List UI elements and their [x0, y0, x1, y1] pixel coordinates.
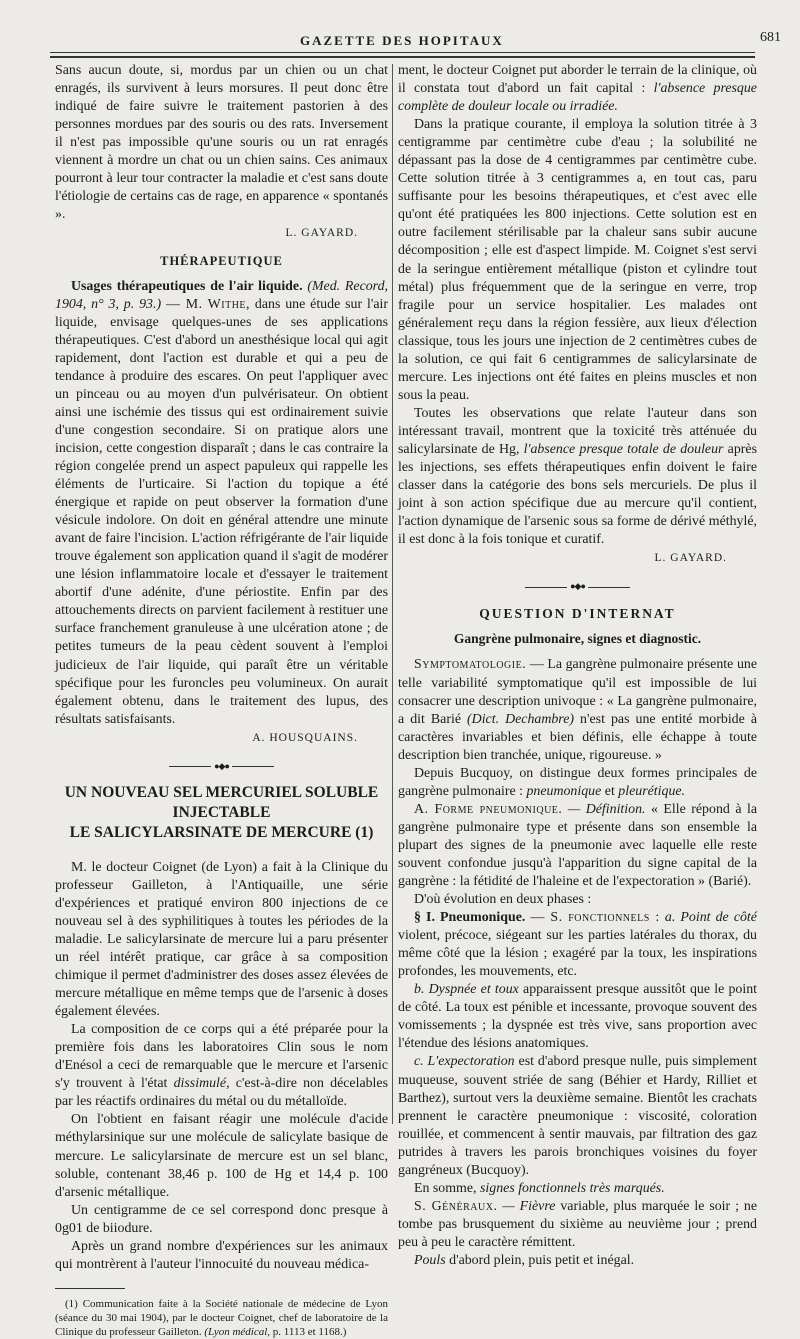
emphasis: — Fièvre	[502, 1198, 556, 1214]
article-paragraph	[398, 405, 757, 549]
general-signs-paragraph	[398, 1198, 757, 1252]
text-run: n'est pas une entité morbide à caractères invariables et bien définis, elle échappe à toute description bien tranchée, unique, rigoureuse. »	[398, 711, 757, 763]
emphasis: c. L'expectoration	[414, 1054, 515, 1070]
text-run: c'est-à-dire non décelables par les réactifs ordinaires du métal ou du métalloïde.	[55, 1076, 388, 1110]
question-subtitle: Gangrène pulmonaire, signes et diagnostic.	[453, 631, 702, 647]
label: Symptomatologie.	[414, 657, 527, 673]
left-column	[55, 62, 388, 1339]
label: § I. Pneumonique.	[414, 910, 526, 926]
text-run: La composition de ce corps qui a été préparée pour la première fois dans les laboratoires Clin sous le nom d'Enésol a ceci de remarquable que le mercure et l'arsenic s'y trouvent à l'état	[55, 1022, 388, 1092]
article-paragraph: M. le docteur Coignet (de Lyon) a fait à la Clinique du professeur Gailleton, à l'Antiquaille, une série d'expériences et pratiqué environ 800 injections de ce nouveau sel à des syphilitiques à toutes les périodes de la maladie. Le salicylarsinate de mercure lui a paru présenter un réel intérêt pratique, car grâce à sa composition chimique il permet d'administrer des doses assez élevées de mercure métallique en même temps que de l'arsenic à doses également élevées.	[55, 859, 388, 1020]
right-column	[398, 62, 757, 1270]
page-number: 681	[760, 30, 781, 45]
pneumonic-form-paragraph	[398, 801, 757, 891]
emphasis: l'absence presque complète de douleur locale ou irradiée.	[398, 81, 757, 115]
separator-ornament: ●◆●	[398, 577, 757, 595]
header-rule	[50, 52, 755, 53]
label: S. Généraux.	[414, 1198, 498, 1214]
text-run: « Elle répond à la gangrène pulmonaire type et présente dans son ensemble la plupart des signes de la pneumonie avec laquelle elle reste souvent confondue jusqu'à l'apparition du signe capital de la gangrène : la fétidité de l'haleine et de l'expectoration » (Barié).	[398, 801, 757, 890]
emphasis: l'absence presque totale de douleur	[523, 441, 724, 457]
symptom-paragraph	[398, 1053, 757, 1179]
symptomatology-paragraph	[398, 656, 757, 764]
running-title: GAZETTE DES HOPITAUX	[300, 33, 504, 48]
forms-paragraph	[398, 765, 757, 801]
intro-paragraph: Sans aucun doute, si, mordus par un chien ou un chat enragés, ils survivent à leurs morsures. Il peut donc être indiqué de faire suivre le traitement pastorien à des personnes mordues par des souris ou des rats. Inversement il n'est pas impossible qu'une souris ou un rat enragés viennent à mordre un chat ou un chien sains. Ces animaux pourront à leur tour contracter la maladie et c'est sans doute l'étiologie de certains cas de rage, en apparence « spontanés ».	[55, 63, 388, 223]
article-title-line: LE SALICYLARSINATE DE MERCURE (1)	[69, 823, 374, 841]
article-paragraph: Dans la pratique courante, il employa la solution titrée à 3 centigramme par centimètre cube d'eau ; la solubilité ne dépassant pas la dose de 4 centigrammes par centimètre cube. Cette solution titrée à 3 centigrammes a, en tout cas, paru suffisante pour les besoins thérapeutiques, et c'est avec elle qu'ont été pratiquées les 800 injections. Cette solution est en outre facilement stérilisable par la chaleur sans subir aucune décomposition ; elle est d'aspect limpide. M. Coignet s'est servi de la seringue entièrement métallique (piston et cylindre tout métal) plus fréquemment que de la seringue en verre, trop fragile pour un service hospitalier. Les malades ont généralement reçu dans la région fessière, aux lieux d'élection classique, tous les jours une injection de 2 centimètres cubes de la solution, ce qui fait 6 centigrammes de salicylarsinate de mercure. Les injections ont été faites en pleins muscles et non sous la peau.	[398, 117, 757, 403]
emphasis: a. Point de côté	[664, 910, 757, 926]
section-heading: THÉRAPEUTIQUE	[160, 254, 283, 269]
separator-ornament: ●◆●	[55, 757, 388, 775]
emphasis: signes fonctionnels très marqués.	[480, 1180, 665, 1196]
text-run: — La gangrène pulmonaire présente une telle variabilité symptomatique qu'il est impossible de lui consacrer une description univoque : « La gangrène pulmonaire, a dit Barié	[398, 657, 757, 727]
usages-text: dans une étude sur l'air liquide, envisage quelques-unes de ses applications thérapeutiques. C'est d'abord un anesthésique local qui agit rapidement, dont l'action est durable et qui a peu de tendance à produire des escares. On peut l'appliquer avec un pinceau ou au moyen d'un pulvérisateur. On obtient ainsi une ischémie des tissus qui est ordinairement suivie d'une congestion secondaire. Si on pratique alors une incision, cette congestion disparaît ; dans le cas contraire la région congelée prend un aspect papuleux qui rappelle les éléments de l'urticaire. Si l'action du topique a été énergique et rapide on peut observer la formation d'une vésicule indolore. On doit en général attendre une minute avant de faire l'incision. L'action réfrigérante de l'air liquide trouve également son application quand il s'agit de modérer une lésion inflammatoire locale et d'essayer le traitement abortif d'une adénite, d'une périostite. Enfin par des attouchements directs on parvient facilement à restituer une surface franchement granuleuse à une ulcération atone ; de petites tumeurs de la peau cèdent souvent à l'emploi judicieux de l'air liquide, qui paraît être un véritable spécifique pour les furoncles peu volumineux. On aurait également obtenu, dans le traitement des lupus, des résultats satisfaisants.	[55, 296, 388, 727]
article-title-line: UN NOUVEAU SEL MERCURIEL SOLUBLE INJECTABLE	[64, 783, 379, 821]
header-rule-thick	[50, 56, 755, 58]
emphasis: (Dict. Dechambre)	[467, 711, 574, 727]
label: A. Forme pneumonique.	[414, 801, 563, 817]
emphasis: pneumonique	[526, 783, 602, 799]
usages-paragraph	[55, 278, 388, 729]
text-run: variable, plus marquée le soir ; ne tombe pas brusquement du sixième au neuvième jour ; prend peu à peu le caractère rémittent.	[398, 1198, 758, 1250]
article-paragraph: Après un grand nombre d'expériences sur les animaux qui montrèrent à l'auteur l'innocuité du nouveau médica-	[55, 1238, 388, 1272]
phase-paragraph	[398, 909, 757, 981]
signature: L. GAYARD.	[654, 552, 727, 565]
text-run: Toutes les observations que relate l'auteur dans son intéressant travail, montrent que la toxicité très atténuée du salicylarsinate de Hg,	[398, 405, 757, 457]
text-run: (1) Communication faite à la Société nationale de médecine de Lyon (séance du 30 mai 1904), par le docteur Coignet, chef de laboratoire de la Clinique du professeur Gailleton.	[55, 1297, 388, 1338]
emphasis: pleurétique.	[618, 783, 686, 799]
text-run: apparaissent presque aussitôt que le point de côté. La toux est pénible et incessante, provoque souvent des vomissements ; la dyspnée est très vive, sans proportion avec l'étendue des lésions anatomiques.	[398, 982, 757, 1052]
section-heading: QUESTION D'INTERNAT	[479, 606, 676, 622]
pulse-line	[398, 1252, 757, 1270]
article-paragraph	[55, 1021, 388, 1111]
usages-reference: (Med. Record, 1904, n° 3, p. 93.)	[55, 278, 388, 312]
signature: L. GAYARD.	[285, 227, 358, 240]
article-title	[55, 783, 388, 843]
text-run: d'abord plein, puis petit et inégal.	[449, 1253, 635, 1268]
text-run: après les injections, ses effets thérapeutiques enfin doivent le faire classer dans la catégorie des bons sels mercuriels. De plus il joint à son action spécifique due au mercure qu'il contient, l'action dynamique de l'arsenic sous sa forme de dérivé méthylé, il est donc à la fois tonique et curatif.	[398, 441, 757, 548]
footnote-rule	[55, 1288, 125, 1289]
text-run: et	[604, 783, 615, 799]
text-run: violent, précoce, siégeant sur les parties latérales du thorax, du même côté que la lésion ; exagéré par la toux, les inspirations profondes, les mouvements, etc.	[398, 928, 757, 980]
signature: A. HOUSQUAINS.	[252, 731, 358, 744]
text-run: est d'abord presque nulle, puis simplement muqueuse, souvent striée de sang (Béhier et Hardy, Rilliet et Barthez), surtout vers la deuxième semaine. Bientôt les crachats prennent le caractère pneumonique : viscosité, coloration rouillée, et commencent à sentir mauvais, par filtration des gaz putrides à travers les parois bronchiques voisines du foyer gangréneux (Bucquoy).	[398, 1054, 757, 1178]
evolution-line: D'où évolution en deux phases :	[414, 892, 592, 908]
usages-author: — M. Withe,	[165, 296, 251, 312]
article-paragraph	[398, 62, 757, 116]
usages-title: Usages thérapeutiques de l'air liquide.	[71, 278, 303, 294]
text-run: p. 1113 et 1168.)	[272, 1325, 347, 1338]
emphasis: b. Dyspnée et toux	[414, 982, 519, 998]
emphasis: (Lyon médical,	[204, 1325, 271, 1338]
symptom-paragraph	[398, 981, 757, 1053]
article-paragraph: Un centigramme de ce sel correspond donc presque à 0g01 de biiodure.	[55, 1202, 388, 1236]
article-paragraph: On l'obtient en faisant réagir une molécule d'acide méthylarsinique sur une molécule de salicylate basique de mercure. Le salicylarsinate de mercure est un sel blanc, soluble, contenant 38,46 p. 100 de Hg et 14,4 p. 100 d'arsenic métallique.	[55, 1112, 388, 1200]
text-run: Depuis Bucquoy, on distingue deux formes principales de gangrène pulmonaire :	[398, 765, 757, 799]
column-divider	[392, 64, 393, 1124]
emphasis: — Définition.	[567, 801, 646, 817]
summary-line	[398, 1180, 757, 1198]
text-run: ment, le docteur Coignet put aborder le terrain de la clinique, où il constata tout d'abord un fait capital :	[398, 63, 757, 97]
footnote	[55, 1297, 388, 1339]
label: — S. fonctionnels :	[530, 910, 660, 926]
emphasis: dissimulé,	[173, 1076, 230, 1092]
emphasis: Pouls	[414, 1253, 446, 1268]
text-run: En somme,	[414, 1180, 477, 1196]
